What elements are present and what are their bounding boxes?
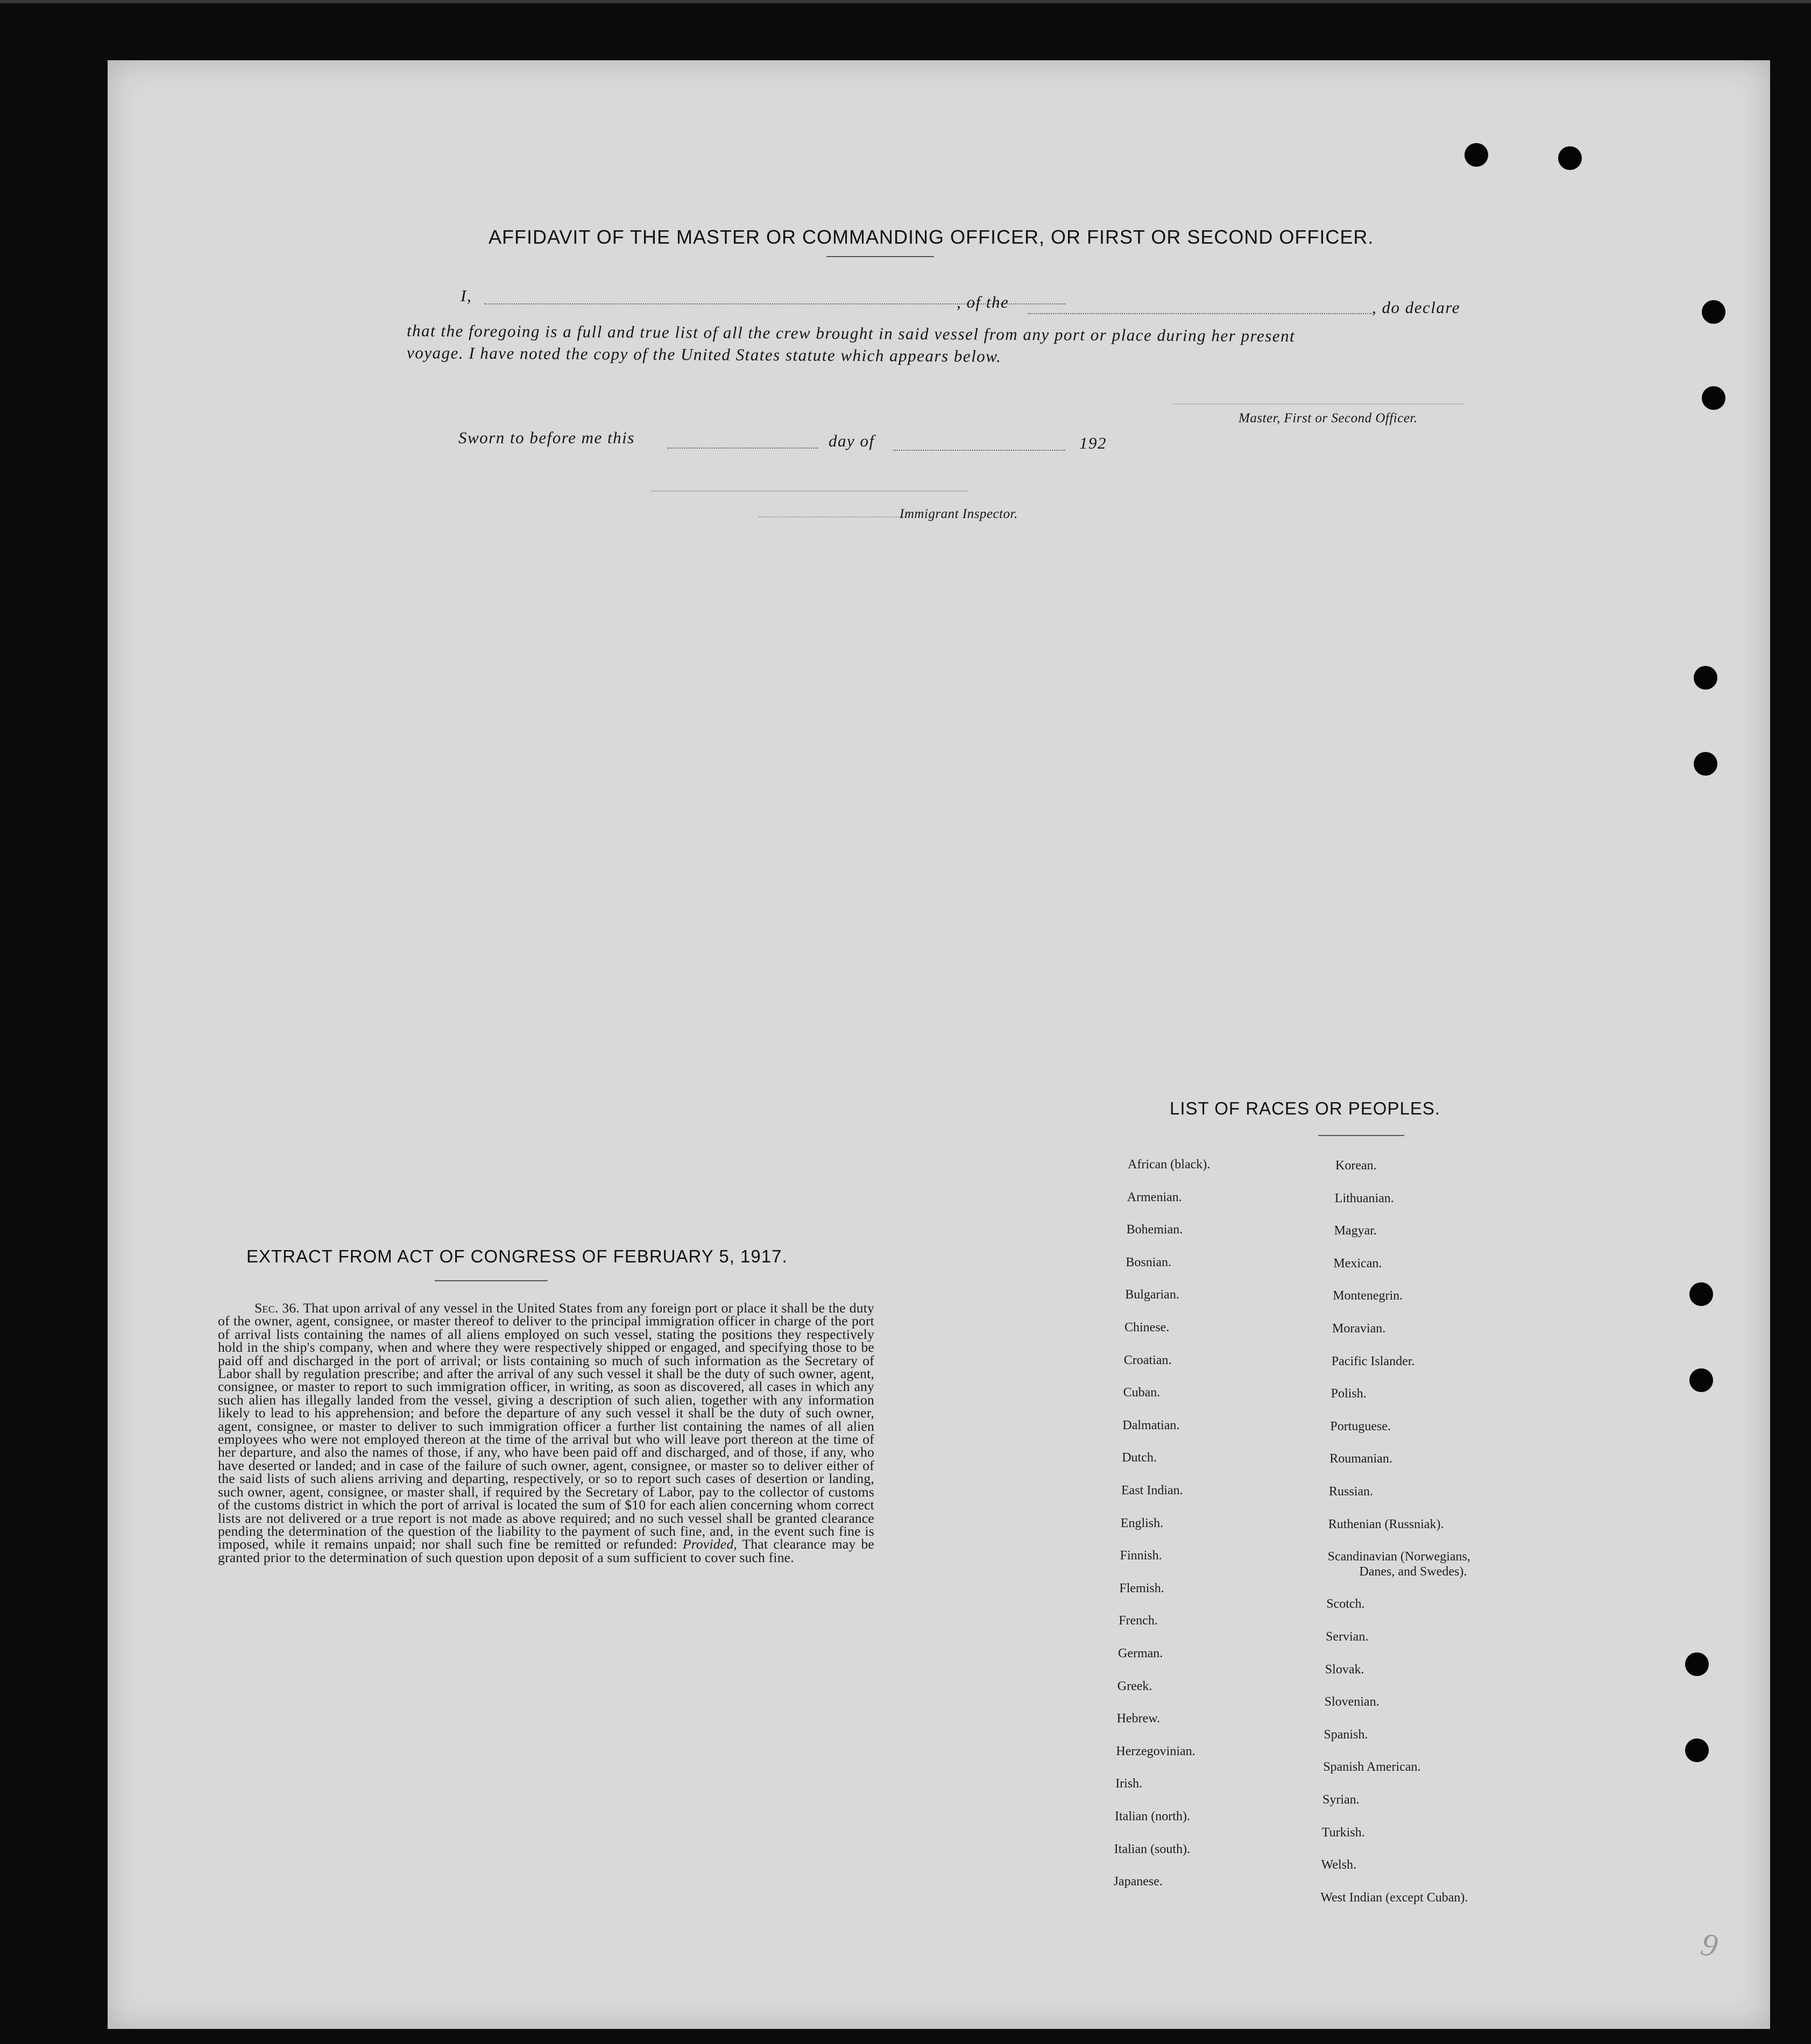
race-item: Korean. <box>1335 1159 1377 1173</box>
race-item: Mexican. <box>1333 1256 1382 1271</box>
punch-hole <box>1694 752 1717 776</box>
races-title-rule <box>1318 1135 1404 1136</box>
signature-caption: Master, First or Second Officer. <box>1239 411 1418 425</box>
sworn-prefix: Sworn to before me this <box>458 428 635 447</box>
sworn-month-field[interactable] <box>893 450 1065 451</box>
affidavit-title-rule <box>826 256 934 257</box>
race-item: Italian (north). <box>1115 1809 1190 1823</box>
race-item: Armenian. <box>1127 1190 1182 1204</box>
race-item: Irish. <box>1115 1777 1143 1791</box>
race-item: Croatian. <box>1123 1353 1172 1367</box>
race-item: Dutch. <box>1122 1451 1157 1465</box>
race-item: Magyar. <box>1334 1224 1377 1238</box>
extract-provided: Provided, <box>682 1536 737 1552</box>
race-item: Herzegovinian. <box>1116 1744 1195 1758</box>
race-item: Bulgarian. <box>1125 1288 1179 1302</box>
punch-hole <box>1685 1652 1709 1676</box>
race-item: Danes, and Swedes). <box>1359 1564 1467 1579</box>
document-sheet <box>108 60 1770 2029</box>
race-item: Finnish. <box>1120 1549 1162 1563</box>
sworn-day-field[interactable] <box>667 448 818 449</box>
race-item: Polish. <box>1331 1387 1367 1401</box>
race-item: Portuguese. <box>1330 1419 1391 1433</box>
race-item: French. <box>1119 1614 1158 1628</box>
race-item: Pacific Islander. <box>1331 1354 1415 1368</box>
race-item: Bohemian. <box>1126 1223 1183 1237</box>
punch-hole <box>1685 1738 1709 1762</box>
race-item: Scandinavian (Norwegians, <box>1327 1550 1470 1564</box>
race-item: Spanish. <box>1324 1727 1368 1742</box>
race-item: Moravian. <box>1332 1322 1386 1336</box>
punch-hole <box>1689 1368 1713 1392</box>
affidavit-line2: that the foregoing is a full and true list of all the crew brought in said vessel from any port or place during her present <box>406 321 1296 346</box>
race-item: Lithuanian. <box>1334 1191 1394 1205</box>
race-item: English. <box>1120 1516 1164 1530</box>
vessel-name-field[interactable] <box>1028 313 1372 314</box>
extract-title-rule <box>435 1280 548 1281</box>
race-item: East Indian. <box>1121 1484 1183 1497</box>
race-item: Welsh. <box>1321 1858 1356 1872</box>
race-item: Syrian. <box>1322 1793 1360 1807</box>
affidavit-line1-i: I, <box>461 286 472 305</box>
affidavit-title: AFFIDAVIT OF THE MASTER OR COMMANDING OFFICER, OR FIRST OR SECOND OFFICER. <box>489 226 1374 248</box>
races-title: LIST OF RACES OR PEOPLES. <box>1170 1098 1441 1118</box>
sworn-year: 192 <box>1079 434 1107 452</box>
punch-hole <box>1702 300 1725 324</box>
extract-title: EXTRACT FROM ACT OF CONGRESS OF FEBRUARY 5, 1917. <box>246 1246 788 1266</box>
race-item: Slovenian. <box>1324 1695 1380 1709</box>
race-item: Slovak. <box>1325 1662 1364 1677</box>
race-item: Dalmatian. <box>1122 1418 1180 1432</box>
race-item: Chinese. <box>1124 1321 1170 1335</box>
extract-text: That upon arrival of any vessel in the United States from any foreign port or place it shall be the duty of the owner, agent, consignee, or master thereof to deliver to the principal immigration officer in charge of the port of arrival lists containing the names of all aliens employed on such vessel, stating the positions they respectively hold in the ship's company, when and where they were respectively shipped or engaged, and specifying those to be paid off and discharged in the port of arrival; or lists containing so much of such information as the Secretary of Labor shall by regulation prescribe; and after the arrival of any such vessel it shall be the duty of such owner, agent, consignee, or master to report to such immigration officer, in writing, as soon as discovered, all cases in which any such alien has illegally landed from the vessel, giving a description of such alien, together with any information likely to lead to his apprehension; and before the departure of any such vessel it shall be the duty of such owner, agent, consignee, or master to deliver to such immigration officer a further list containing the names of all alien employees who were not employed thereon at the time of the arrival but who will leave port thereon at the time of her departure, and also the names of those, if any, who have been paid off and discharged, and of those, if any, who have deserted or landed; and in case of the failure of such owner, agent, consignee, or master so to deliver either of the said lists of such aliens arriving and departing, respectively, or so to report such cases of desertion or landing, such owner, agent, consignee, or master shall, if required by the Secretary of Labor, pay to the collector of customs of the customs district in which the port of arrival is located the sum of $10 for each alien concerning whom correct lists are not delivered or a true report is not made as above required; and no such vessel shall be granted clearance pending the determination of the question of the liability to the payment of such fine, and, in the event such fine is imposed, while it remains unpaid; nor shall such fine be remitted or refunded: <box>218 1300 874 1552</box>
race-item: German. <box>1118 1646 1163 1660</box>
race-item: Japanese. <box>1113 1875 1163 1889</box>
extract-body <box>218 1302 874 1564</box>
race-item: Bosnian. <box>1126 1255 1172 1269</box>
corner-handwriting: 9 <box>1697 1926 1721 1964</box>
officer-signature-field[interactable] <box>1173 403 1463 404</box>
race-item: Spanish American. <box>1323 1760 1421 1775</box>
inspector-signature-field[interactable] <box>651 491 968 492</box>
punch-hole <box>1689 1282 1713 1306</box>
top-edge-line <box>0 0 1811 3</box>
punch-hole <box>1694 666 1717 690</box>
punch-hole <box>1465 143 1488 167</box>
race-item: Flemish. <box>1119 1581 1164 1595</box>
race-item: Cuban. <box>1123 1386 1161 1400</box>
affidavit-line1-of-the: , of the <box>957 293 1009 311</box>
extract-text-end: That clearance may be granted prior to the determination of such question upon deposit of a sum sufficient to cover such fine. <box>218 1536 874 1565</box>
inspector-signature-underline <box>759 516 909 517</box>
race-item: Russian. <box>1329 1485 1374 1499</box>
punch-hole <box>1558 146 1582 170</box>
race-item: Ruthenian (Russniak). <box>1328 1517 1444 1531</box>
affidavit-line3: voyage. I have noted the copy of the United States statute which appears below. <box>406 343 1002 366</box>
inspector-caption: Immigrant Inspector. <box>900 507 1018 521</box>
sworn-day-of: day of <box>829 431 875 450</box>
race-item: Scotch. <box>1326 1597 1365 1612</box>
race-item: African (black). <box>1128 1158 1211 1172</box>
race-item: West Indian (except Cuban). <box>1320 1890 1468 1905</box>
section-label: Sec. 36. <box>254 1300 300 1316</box>
race-item: Montenegrin. <box>1333 1289 1403 1303</box>
race-item: Servian. <box>1326 1630 1369 1644</box>
race-item: Hebrew. <box>1116 1712 1160 1726</box>
race-item: Roumanian. <box>1329 1452 1392 1466</box>
affidavit-line1-declare: , do declare <box>1372 298 1461 317</box>
race-item: Turkish. <box>1321 1825 1365 1840</box>
punch-hole <box>1702 386 1725 410</box>
race-item: Greek. <box>1117 1679 1152 1693</box>
race-item: Italian (south). <box>1114 1842 1191 1856</box>
